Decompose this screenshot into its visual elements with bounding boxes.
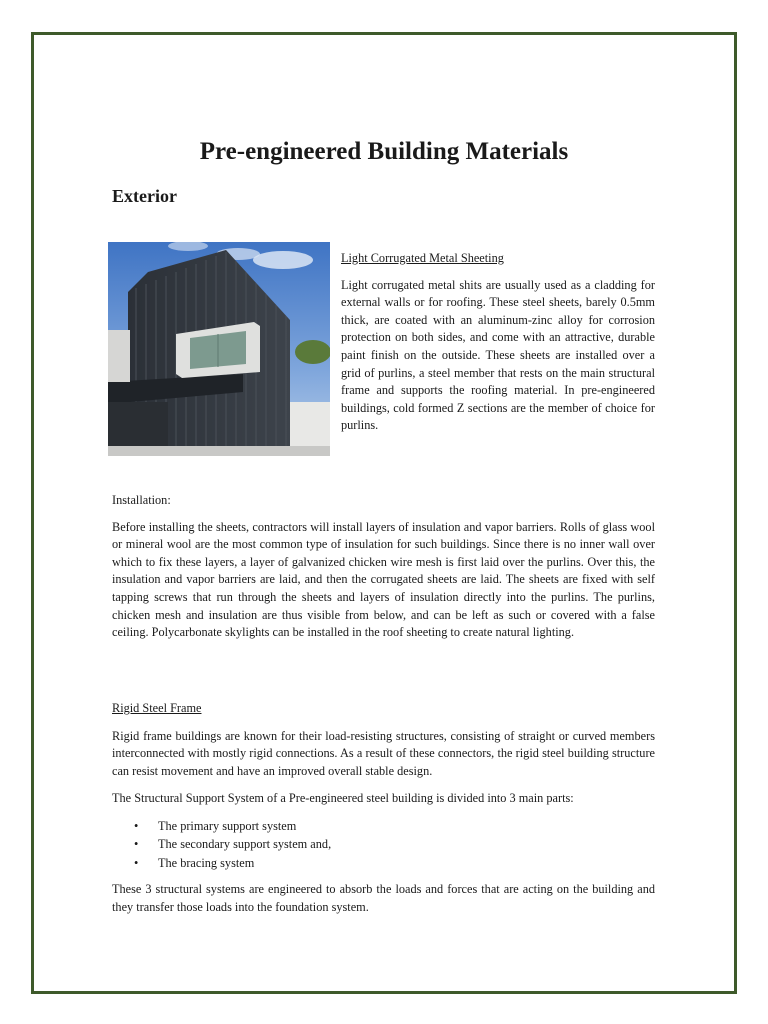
rigid-frame-section	[112, 700, 655, 917]
sheeting-section	[341, 250, 655, 435]
structural-system-intro: The Structural Support System of a Pre-engineered steel building is divided into 3 main parts:	[112, 791, 574, 806]
page-title: Pre-engineered Building Materials	[199, 138, 569, 165]
bullet-icon: •	[134, 818, 139, 833]
list-item: • The primary support system	[112, 817, 655, 836]
installation-paragraph: Before installing the sheets, contractors will install layers of insulation and vapor barriers. Rolls of glass wool or mineral wool are the most common type of insulation for such buildings. Since there is no inner wall over which to fix these layers, a layer of galvanized chicken wire mesh is first laid over the purlins. Over this, the insulation and vapor barriers are laid, and then the corrugated sheets are laid. The sheets are fixed with self tapping screws that run through the sheets and layers of insulation directly into the purlins. The purlins, chicken mesh and insulation are thus visible from below, and can be left as such or covered with a false ceiling. Polycarbonate skylights can be installed in the roof sheeting to create natural lighting.	[112, 519, 655, 640]
bullet-icon: •	[134, 855, 139, 870]
list-item: • The secondary support system and,	[112, 835, 655, 854]
list-item: • The bracing system	[112, 854, 655, 873]
subheading-rigid-frame: Rigid Steel Frame	[112, 701, 202, 715]
sheeting-paragraph: Light corrugated metal shits are usually used as a cladding for external walls or for roofing. These steel sheets, barely 0.5mm thick, are coated with an aluminum-zinc alloy for corrosion protection on both sides, and come with an attractive, durable paint finish on the outside. These sheets are installed over a grid of purlins, a steel member that rests on the main structural frame and supports the roofing material. In pre-engineered buildings, cold formed Z sections are the member of choice for purlins.	[341, 277, 655, 433]
installation-section	[112, 492, 655, 642]
rigid-frame-paragraph: Rigid frame buildings are known for their load-resisting structures, consisting of straight or curved members interconnected with mostly rigid connections. As a result of these connectors, the rigid steel building structure can resist movement and have an improved overall stable design.	[112, 728, 655, 778]
building-photo	[108, 242, 330, 456]
section-heading-exterior: Exterior	[112, 186, 177, 206]
structural-system-closing: These 3 structural systems are engineered to absorb the loads and forces that are acting on the building and they transfer those loads into the foundation system.	[112, 882, 655, 915]
structural-parts-list	[112, 817, 655, 873]
bullet-icon: •	[134, 837, 139, 852]
installation-label: Installation:	[112, 493, 171, 507]
subheading-metal-sheeting: Light Corrugated Metal Sheeting	[341, 251, 504, 265]
